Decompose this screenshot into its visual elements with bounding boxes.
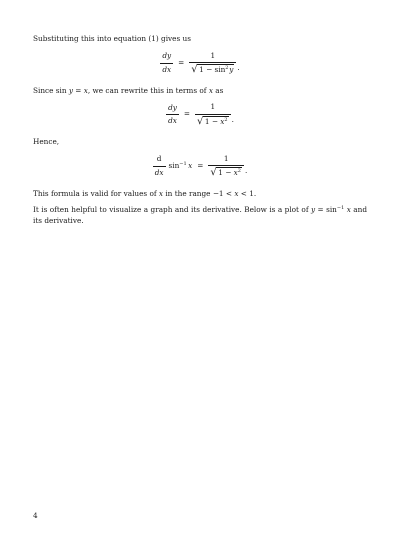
variable: x [83, 85, 88, 95]
fraction-rhs [208, 154, 244, 179]
radical-sign: √ [197, 115, 204, 127]
variable: y [229, 65, 234, 74]
radical-sign: √ [210, 167, 217, 178]
page-content [33, 34, 367, 226]
equation-derivative-arcsin [33, 154, 367, 179]
period: . [244, 166, 248, 175]
denominator: dx [154, 167, 164, 177]
variable: x [233, 168, 238, 177]
variable: x [208, 85, 213, 95]
paragraph-visualize [33, 205, 367, 226]
numerator: 1 [210, 102, 216, 111]
equation-dy-dx-x [33, 102, 367, 127]
equals-sign: = [197, 160, 204, 170]
text: = sin [315, 205, 337, 214]
fraction-d-dx [153, 154, 166, 178]
denominator [208, 165, 244, 179]
denominator: dx [168, 116, 177, 125]
variable: x [346, 205, 351, 214]
text: , we can rewrite this in terms of [87, 85, 209, 95]
text: = [72, 85, 84, 95]
text: It is often helpful to visualize a graph and its derivative. Below is a plot of [33, 205, 311, 214]
radicand [197, 64, 234, 76]
fraction-rhs [189, 51, 236, 76]
exponent: 2 [225, 65, 229, 71]
variable: x [188, 160, 193, 170]
paragraph-valid-range [33, 189, 367, 200]
fraction-dy-dx [166, 103, 179, 127]
period: . [231, 114, 234, 124]
text: as [212, 85, 224, 95]
variable: y [68, 85, 73, 95]
radicand [203, 116, 229, 128]
text: in the range −1 < [163, 188, 235, 198]
exponent: 2 [224, 116, 228, 123]
denominator [189, 62, 236, 76]
exponent: 2 [237, 168, 241, 174]
equation-dy-dx-sin [33, 51, 367, 76]
text: This formula is valid for values of [33, 188, 159, 198]
radicand-text: 1 − sin [199, 65, 226, 74]
page-number: 4 [33, 511, 38, 520]
period: . [237, 63, 240, 72]
numerator: 1 [210, 50, 216, 60]
square-root [197, 116, 229, 128]
square-root [210, 167, 242, 179]
variable: x [220, 116, 225, 126]
radicand-text: 1 − [218, 168, 234, 177]
function-name: sin [168, 160, 180, 170]
exponent: −1 [336, 205, 345, 211]
text: Since sin [33, 85, 69, 95]
paragraph-substituting: Substituting this into equation (1) gives us [33, 34, 192, 43]
numerator: dy [162, 51, 172, 60]
text: and its derivative. [33, 205, 367, 225]
radicand [216, 167, 242, 179]
variable: x [234, 188, 239, 198]
variable: x [158, 188, 164, 198]
numerator: d [156, 154, 162, 163]
radicand-text: 1 − [204, 116, 221, 126]
paragraph-hence: Hence, [33, 137, 60, 146]
numerator: 1 [223, 153, 229, 163]
function [169, 161, 193, 172]
radical-sign: √ [191, 64, 198, 75]
denominator: dx [162, 64, 172, 74]
numerator: dy [168, 102, 177, 112]
fraction-dy-dx [160, 51, 173, 75]
equals-sign: = [183, 109, 190, 119]
denominator [195, 114, 231, 128]
exponent: −1 [179, 160, 187, 167]
fraction-rhs [195, 102, 231, 127]
square-root [191, 64, 234, 76]
paragraph-since [33, 86, 367, 97]
text: < 1. [238, 188, 257, 198]
equals-sign: = [178, 57, 185, 67]
variable: y [310, 205, 316, 214]
